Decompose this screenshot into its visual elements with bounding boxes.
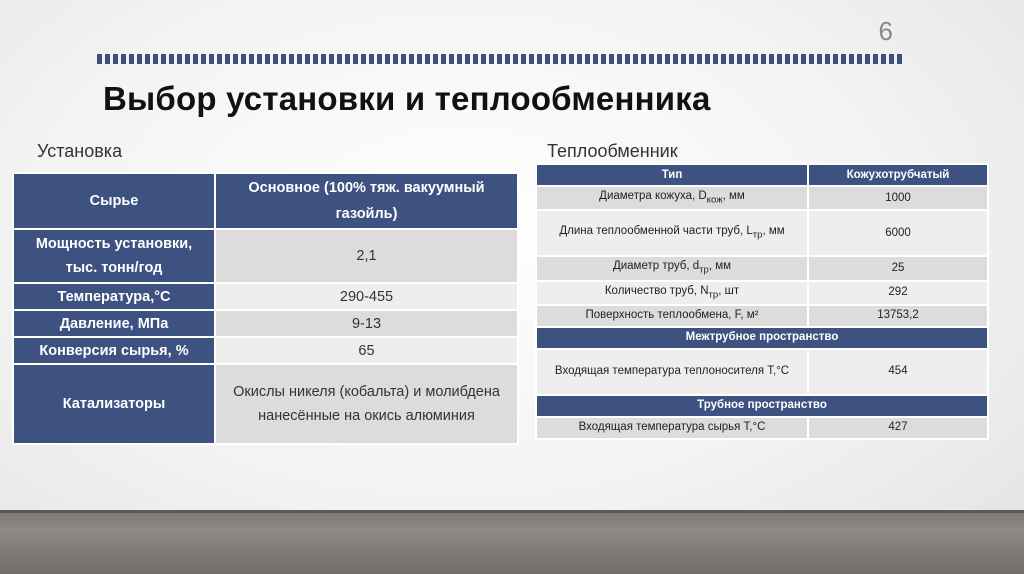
row-label: Конверсия сырья, % (13, 337, 215, 364)
row-value: Основное (100% тяж. вакуумный газойль) (215, 173, 518, 229)
decorative-stripe-bar (97, 54, 903, 64)
row-label: Длина теплообменной части труб, $L_{тр}$, мм (536, 210, 808, 256)
table-row (536, 305, 988, 327)
heat-exchanger-table (535, 163, 989, 440)
table-row (13, 283, 518, 310)
header-label: Тип (536, 164, 808, 186)
slide-title: Выбор установки и теплообменника (103, 80, 711, 117)
row-value: 65 (215, 337, 518, 364)
table-row (13, 173, 518, 229)
row-value: 9-13 (215, 310, 518, 337)
table-row (536, 210, 988, 256)
table-row (536, 186, 988, 210)
row-value: 2,1 (215, 229, 518, 283)
row-label: Количество труб, $N_{тр}$, шт (536, 281, 808, 305)
table-section-row (536, 327, 988, 349)
row-label: Диаметра кожуха, $D_{кож}$, мм (536, 186, 808, 210)
table-row (13, 337, 518, 364)
right-table-heading: Теплообменник (547, 141, 678, 161)
row-label: Входящая температура теплоносителя T,°C (536, 349, 808, 395)
table-row (13, 229, 518, 283)
table-row (13, 310, 518, 337)
row-label: Температура,°С (13, 283, 215, 310)
table-row (536, 417, 988, 439)
row-value: 13753,2 (808, 305, 988, 327)
row-label: Поверхность теплообмена, F, м² (536, 305, 808, 327)
row-label: Сырье (13, 173, 215, 229)
table-header-row (536, 164, 988, 186)
row-value: 290-455 (215, 283, 518, 310)
row-value: 292 (808, 281, 988, 305)
section-label-tube-side: Трубное пространство (536, 395, 988, 417)
header-value: Кожухотрубчатый (808, 164, 988, 186)
row-label: Входящая температура сырья T,°C (536, 417, 808, 439)
table-row (536, 281, 988, 305)
row-value: 427 (808, 417, 988, 439)
floor-background (0, 510, 1024, 574)
plant-parameters-table (12, 172, 519, 445)
left-table-heading: Установка (37, 141, 123, 161)
row-label: Диаметр труб, $d_{тр}$, мм (536, 256, 808, 280)
row-value: 6000 (808, 210, 988, 256)
row-label: Давление, МПа (13, 310, 215, 337)
section-label-shell-side: Межтрубное пространство (536, 327, 988, 349)
table-row (536, 256, 988, 280)
row-label: Мощность установки, тыс. тонн/год (13, 229, 215, 283)
row-label: Катализаторы (13, 364, 215, 444)
row-value: Окислы никеля (кобальта) и молибдена нанесённые на окись алюминия (215, 364, 518, 444)
table-row (536, 349, 988, 395)
row-value: 25 (808, 256, 988, 280)
table-section-row (536, 395, 988, 417)
row-value: 454 (808, 349, 988, 395)
table-row (13, 364, 518, 444)
slide-number: 6 (878, 16, 893, 46)
row-value: 1000 (808, 186, 988, 210)
